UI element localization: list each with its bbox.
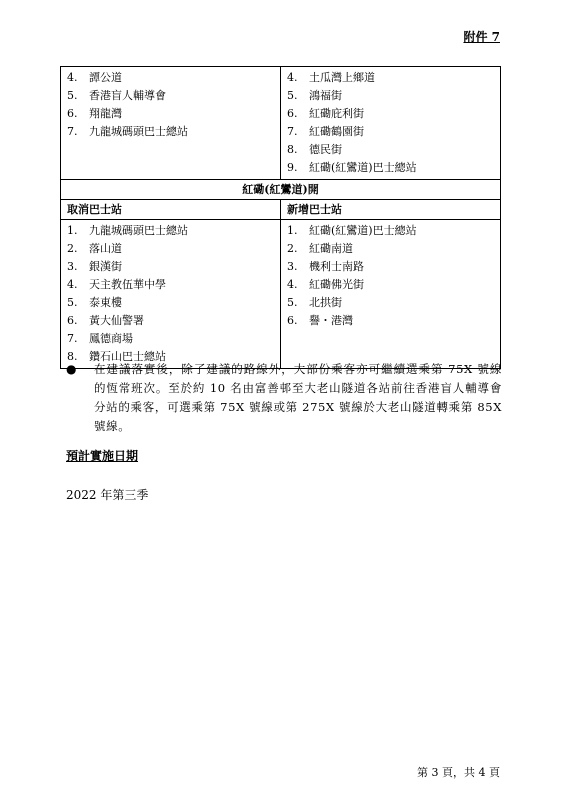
item-number: 5. [287,89,298,102]
item-number: 7. [287,125,298,138]
table-row [61,180,501,200]
list-item [67,294,274,312]
item-number: 4. [287,71,298,84]
item-number: 5. [287,296,298,309]
route-stops-table [60,66,501,369]
stop-name: 紅磡南道 [309,242,353,255]
item-number: 1. [67,224,78,237]
list-item [67,69,274,87]
stop-name: 黃大仙警署 [89,314,144,327]
page-number: 第 3 頁，共 4 頁 [417,766,500,779]
list-item [67,87,274,105]
stop-name: 九龍城碼頭巴士總站 [89,224,188,237]
item-number: 7. [67,125,78,138]
stop-name: 泰東樓 [89,296,122,309]
bottom-left-cell [61,220,281,369]
note-text: 在建議落實後，除了建議的路線外，大部份乘客亦可繼續選乘第 75X 號線的恆常班次。至於約 10 名由富善邨至大老山隧道各站前往香港盲人輔導會分站的乘客，可選乘第 75X 號線或第 275X 號線於大老山隧道轉乘第 85X 號線。 [94,362,502,433]
item-number: 6. [67,107,78,120]
list-item [67,258,274,276]
list-item [67,222,274,240]
item-number: 7. [67,332,78,345]
list-item [287,294,494,312]
list-item [287,105,494,123]
item-number: 5. [67,89,78,102]
stop-name: 落山道 [89,242,122,255]
stop-name: 紅磡(紅鸞道)巴士總站 [309,161,417,174]
stop-name: 德民街 [309,143,342,156]
add-stops-header: 新增巴士站 [281,200,501,220]
list-item [287,123,494,141]
list-item [287,312,494,330]
top-left-stop-list [67,69,274,141]
list-item [287,222,494,240]
list-item [287,240,494,258]
top-right-stop-list [287,69,494,177]
item-number: 2. [287,242,298,255]
list-item [67,312,274,330]
stop-name: 翔龍灣 [89,107,122,120]
stop-name: 紅磡庇利街 [309,107,364,120]
stop-name: 土瓜灣上鄉道 [309,71,375,84]
stop-name: 銀漢街 [89,260,122,273]
item-number: 9. [287,161,298,174]
item-number: 6. [67,314,78,327]
implementation-date: 2022 年第三季 [66,488,149,502]
stop-name: 鑽石山巴士總站 [89,350,166,363]
item-number: 4. [67,71,78,84]
list-item [67,105,274,123]
stop-name: 九龍城碼頭巴士總站 [89,125,188,138]
stop-name: 譚公道 [89,71,122,84]
list-item [67,123,274,141]
top-right-cell [281,67,501,180]
item-number: 6. [287,314,298,327]
note-bullet [66,360,502,436]
item-number: 3. [67,260,78,273]
item-number: 4. [67,278,78,291]
item-number: 3. [287,260,298,273]
stop-name: 天主教伍華中學 [89,278,166,291]
direction-title: 紅磡(紅鸞道)開 [61,180,501,200]
stop-name: 鴻福街 [309,89,342,102]
stop-name: 北拱街 [309,296,342,309]
list-item [67,330,274,348]
list-item [67,240,274,258]
list-item [67,276,274,294]
table-row [61,220,501,369]
table-row [61,67,501,180]
cancelled-stop-list [67,222,274,366]
stop-name: 譽・港灣 [309,314,353,327]
item-number: 2. [67,242,78,255]
list-item [287,141,494,159]
item-number: 6. [287,107,298,120]
stop-name: 機利士南路 [309,260,364,273]
stop-name: 紅磡佛光街 [309,278,364,291]
item-number: 1. [287,224,298,237]
stop-name: 紅磡(紅鸞道)巴士總站 [309,224,417,237]
list-item [287,69,494,87]
stop-name: 紅磡鶴園街 [309,125,364,138]
item-number: 5. [67,296,78,309]
stop-name: 香港盲人輔導會 [89,89,166,102]
item-number: 4. [287,278,298,291]
item-number: 8. [67,350,78,363]
list-item [287,276,494,294]
top-left-cell [61,67,281,180]
list-item [287,159,494,177]
cancel-stops-header: 取消巴士站 [61,200,281,220]
list-item [287,87,494,105]
section-title: 預計實施日期 [66,449,139,463]
bullet-icon: ● [66,362,77,376]
added-stop-list [287,222,494,330]
table-row [61,200,501,220]
annex-label: 附件 7 [463,30,500,44]
item-number: 8. [287,143,298,156]
stop-name: 鳳德商場 [89,332,133,345]
list-item [287,258,494,276]
bottom-right-cell [281,220,501,369]
